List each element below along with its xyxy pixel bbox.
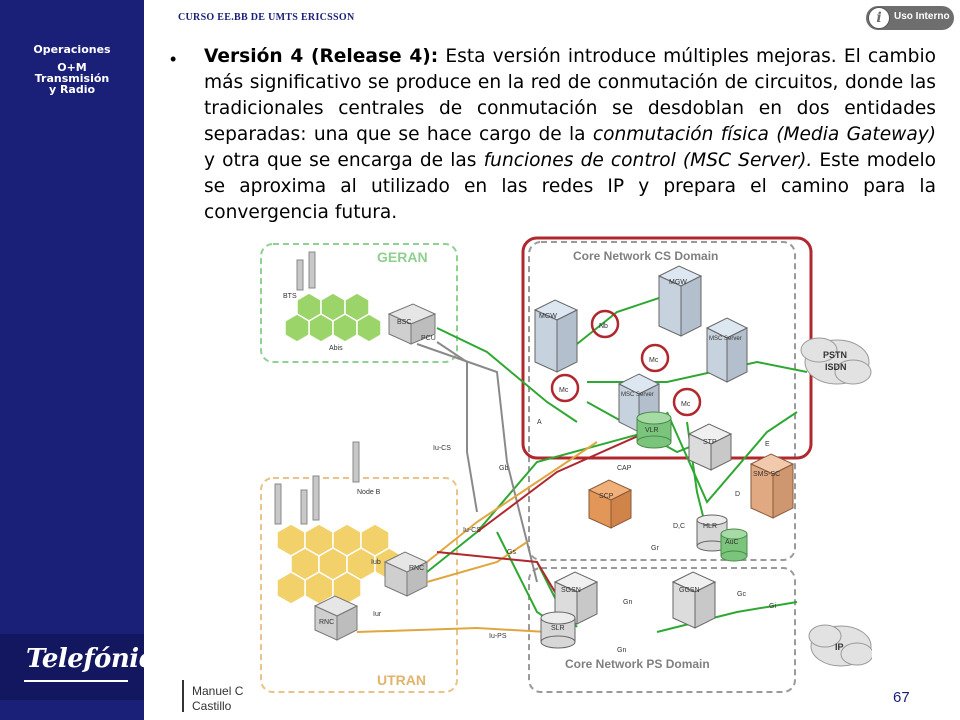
vlr-label: VLR bbox=[645, 427, 659, 434]
abis-label: Abis bbox=[329, 345, 343, 352]
sgsn-label: SGSN bbox=[561, 587, 581, 594]
course-title: CURSO EE.BB DE UMTS ERICSSON bbox=[178, 12, 355, 23]
iub-label: Iub bbox=[371, 559, 381, 566]
e-label: E bbox=[765, 441, 770, 448]
gc-label: Gc bbox=[737, 591, 746, 598]
gr-label: Gr bbox=[651, 545, 659, 552]
pcu-label: PCU bbox=[421, 335, 436, 342]
sidebar-item-operaciones[interactable]: Operaciones bbox=[33, 43, 111, 56]
mgw-node-1 bbox=[535, 300, 577, 372]
umts-architecture-diagram bbox=[237, 232, 872, 698]
info-icon: i bbox=[868, 7, 890, 29]
cap-label: CAP bbox=[617, 465, 632, 472]
sidebar bbox=[0, 0, 144, 720]
scp-node bbox=[589, 480, 631, 528]
uso-interno-badge bbox=[866, 6, 954, 30]
rnc-label: RNC bbox=[409, 565, 425, 572]
msc-server-label-1: MSC Server bbox=[709, 336, 742, 342]
footer-divider bbox=[182, 680, 184, 712]
iups-label: Iu-PS bbox=[489, 633, 507, 640]
author-name: Manuel C Castillo bbox=[192, 684, 244, 713]
sidebar-item-radio[interactable]: y Radio bbox=[48, 83, 96, 96]
mc-label-3: Mc bbox=[681, 401, 691, 408]
paragraph-text-2: y otra que se encarga de las bbox=[204, 150, 484, 171]
logo-underline bbox=[24, 680, 128, 682]
gb-label: Gb bbox=[499, 465, 509, 472]
ps-domain-label: Core Network PS Domain bbox=[565, 657, 710, 671]
release-4-paragraph bbox=[204, 44, 936, 226]
mc-label-1: Mc bbox=[649, 357, 659, 364]
bullet-marker: • bbox=[170, 49, 177, 69]
slr-label: SLR bbox=[551, 625, 565, 632]
isdn-label: ISDN bbox=[825, 362, 847, 372]
ip-label: IP bbox=[835, 642, 844, 652]
gn2-label: Gn bbox=[617, 647, 627, 654]
paragraph-heading: Versión 4 (Release 4): bbox=[204, 46, 439, 67]
sidebar-menu bbox=[0, 44, 144, 95]
iucs-label-1: Iu-CS bbox=[433, 445, 451, 452]
stp-node bbox=[689, 424, 731, 470]
geran-cells bbox=[285, 293, 381, 342]
paragraph-italic-2: funciones de control (MSC Server). bbox=[483, 150, 813, 171]
iucs-label-2: Iu-CS bbox=[463, 527, 481, 534]
mc-label-2: Mc bbox=[559, 387, 569, 394]
sidebar-item-om[interactable]: O+M bbox=[57, 61, 87, 74]
bsc-label: BSC bbox=[397, 319, 412, 326]
sms-sc-node bbox=[751, 454, 793, 518]
ggsn-label: GGSN bbox=[679, 587, 700, 594]
paragraph-text-3: Este modelo se aproxima al utilizado en las redes IP y prepara el camino para la convergencia futura. bbox=[204, 150, 936, 223]
msc-server-label-2: MSC Server bbox=[621, 392, 654, 398]
hlr-label: HLR bbox=[703, 523, 718, 530]
gn-label: Gn bbox=[623, 599, 633, 606]
rnc-node bbox=[385, 552, 427, 596]
mgw-label-1: MGW bbox=[539, 313, 557, 320]
sidebar-item-transmision[interactable]: Transmisión bbox=[34, 72, 110, 85]
dlc-label: D,C bbox=[673, 523, 686, 530]
msc-server-node-1 bbox=[707, 318, 747, 382]
badge-label: Uso Interno bbox=[894, 11, 950, 22]
mgw-label-2: MGW bbox=[669, 279, 687, 286]
telefonica-logo: Telefónica bbox=[26, 644, 171, 674]
node-b-label: Node B bbox=[357, 489, 381, 496]
rnc2-label: RNC bbox=[319, 619, 335, 626]
pstn-label: PSTN bbox=[823, 350, 848, 360]
mgw-node-2 bbox=[659, 266, 701, 336]
d-label: D bbox=[735, 491, 741, 498]
gi-label: Gi bbox=[769, 603, 776, 610]
auc-label: AuC bbox=[725, 539, 739, 546]
rnc2-node bbox=[315, 596, 357, 640]
scp-label: SCP bbox=[599, 493, 614, 500]
paragraph-italic-1: conmutación física (Media Gateway) bbox=[592, 124, 936, 145]
iur-label: Iur bbox=[373, 611, 382, 618]
ggsn-node bbox=[673, 572, 715, 628]
cs-domain-label: Core Network CS Domain bbox=[573, 249, 719, 263]
a-label: A bbox=[537, 419, 542, 426]
geran-label: GERAN bbox=[377, 249, 428, 265]
bts-label: BTS bbox=[283, 293, 297, 300]
page-number: 67 bbox=[893, 689, 910, 706]
stp-label: STP bbox=[703, 439, 717, 446]
paragraph-text-1: Esta versión introduce múltiples mejoras. El cambio más significativo se produce en la red de conmutación de circuitos, donde las tradicionales centrales de conmutación se desdoblan en dos entidades separadas: una que se hace cargo de la bbox=[204, 46, 936, 145]
sms-sc-label: SMS-SC bbox=[753, 471, 781, 478]
gs-label: Gs bbox=[507, 549, 516, 556]
utran-label: UTRAN bbox=[377, 672, 426, 688]
nb-label: Nb bbox=[599, 323, 608, 330]
